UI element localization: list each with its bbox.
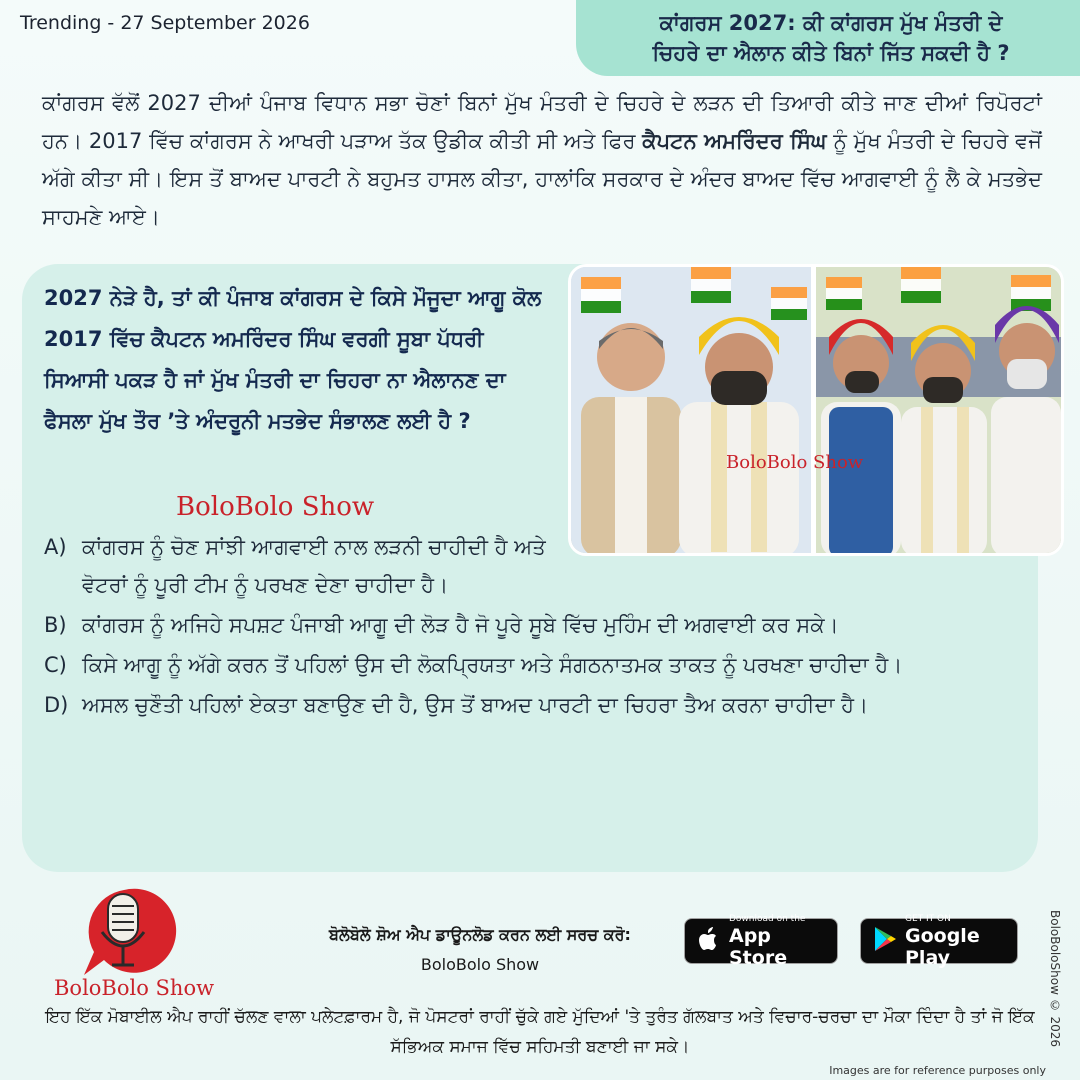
- option-text: ਕਾਂਗਰਸ ਨੂੰ ਅਜਿਹੇ ਸਪਸ਼ਟ ਪੰਜਾਬੀ ਆਗੂ ਦੀ ਲੋੜ ਹੈ ਜੋ ਪੂਰੇ ਸੂਬੇ ਵਿੱਚ ਮੁਹਿੰਮ ਦੀ ਅਗਵਾਈ ਕਰ ਸਕੇ।: [82, 613, 839, 637]
- option-letter: B): [44, 613, 67, 637]
- intro-text-1: ਕਾਂਗਰਸ ਵੱਲੋਂ 2027 ਦੀਆਂ ਪੰਜਾਬ ਵਿਧਾਨ ਸਭਾ ਚੋਣਾਂ ਬਿਨਾਂ ਮੁੱਖ ਮੰਤਰੀ ਦੇ ਚਿਹਰੇ ਦੇ ਲੜਨ ਦੀ ਤਿਆਰੀ ਕੀਤੇ ਜਾਣ ਦੀਆਂ ਰਿਪੋਰਟਾਂ ਹਨ। 2017 ਵਿੱਚ ਕਾਂਗਰਸ ਨੇ ਆਖਰੀ ਪੜਾਅ ਤੱਕ ਉਡੀਕ ਕੀਤੀ ਸੀ ਅਤੇ ਫਿਰ: [42, 91, 1042, 153]
- trending-date: Trending - 27 September 2026: [20, 12, 310, 34]
- option-a[interactable]: [44, 528, 984, 604]
- leaders-photo: [568, 264, 1064, 556]
- search-app-name: BoloBolo Show: [420, 955, 540, 974]
- option-text: ਅਸਲ ਚੁਣੌਤੀ ਪਹਿਲਾਂ ਏਕਤਾ ਬਣਾਉਣ ਦੀ ਹੈ, ਉਸ ਤੋਂ ਬਾਅਦ ਪਾਰਟੀ ਦਾ ਚਿਹਰਾ ਤੈਅ ਕਰਨਾ ਚਾਹੀਦਾ ਹੈ।: [82, 693, 869, 717]
- photo-watermark: BoloBolo Show: [726, 452, 864, 473]
- google-play-button[interactable]: [860, 913, 1018, 969]
- option-letter: A): [44, 535, 67, 559]
- option-letter: D): [44, 693, 69, 717]
- image-disclaimer: Images are for reference purposes only: [829, 1064, 1046, 1077]
- panel-watermark: BoloBolo Show: [176, 492, 375, 522]
- option-text: ਕਾਂਗਰਸ ਨੂੰ ਚੋਣ ਸਾਂਝੀ ਆਗਵਾਈ ਨਾਲ ਲੜਨੀ ਚਾਹੀਦੀ ਹੈ ਅਤੇ ਵੋਟਰਾਂ ਨੂੰ ਪੂਰੀ ਟੀਮ ਨੂੰ ਪਰਖਣ ਦੇਣਾ ਚਾਹੀਦਾ ਹੈ।: [82, 535, 546, 597]
- headline-banner: [576, 0, 1080, 76]
- headline-line-1: ਕਾਂਗਰਸ 2027: ਕੀ ਕਾਂਗਰਸ ਮੁੱਖ ਮੰਤਰੀ ਦੇ: [659, 11, 1003, 35]
- appstore-small-text: Download on the: [729, 913, 806, 924]
- apple-icon: [697, 925, 721, 957]
- copyright-notice: BoloBoloShow © 2026: [1048, 910, 1062, 1048]
- google-play-icon: [873, 926, 897, 956]
- question-text: 2027 ਨੇੜੇ ਹੈ, ਤਾਂ ਕੀ ਪੰਜਾਬ ਕਾਂਗਰਸ ਦੇ ਕਿਸੇ ਮੌਜੂਦਾ ਆਗੂ ਕੋਲ 2017 ਵਿੱਚ ਕੈਪਟਨ ਅਮਰਿੰਦਰ ਸਿੰਘ ਵਰਗੀ ਸੂਬਾ ਪੱਧਰੀ ਸਿਆਸੀ ਪਕੜ ਹੈ ਜਾਂ ਮੁੱਖ ਮੰਤਰੀ ਦਾ ਚਿਹਰਾ ਨਾ ਐਲਾਨਣ ਦਾ ਫੈਸਲਾ ਮੁੱਖ ਤੌਰ ’ਤੇ ਅੰਦਰੂਨੀ ਮਤਭੇਦ ਸੰਭਾਲਣ ਲਈ ਹੈ ?: [44, 286, 542, 433]
- googleplay-large-text: Google Play: [905, 924, 980, 969]
- appstore-large-text: App Store: [729, 924, 788, 969]
- option-text: ਕਿਸੇ ਆਗੂ ਨੂੰ ਅੱਗੇ ਕਰਨ ਤੋਂ ਪਹਿਲਾਂ ਉਸ ਦੀ ਲੋਕਪ੍ਰਿਯਤਾ ਅਤੇ ਸੰਗਠਨਾਤਮਕ ਤਾਕਤ ਨੂੰ ਪਰਖਣਾ ਚਾਹੀਦਾ ਹੈ।: [82, 653, 903, 677]
- option-letter: C): [44, 653, 67, 677]
- option-b[interactable]: [44, 606, 984, 644]
- intro-bold-name: ਕੈਪਟਨ ਅਮਰਿੰਦਰ ਸਿੰਘ: [642, 129, 827, 153]
- search-instruction: ਬੋਲੋਬੋਲੋ ਸ਼ੋਅ ਐਪ ਡਾਊਨਲੋਡ ਕਰਨ ਲਈ ਸਰਚ ਕਰੋ:: [329, 925, 631, 944]
- platform-description: ਇਹ ਇੱਕ ਮੋਬਾਈਲ ਐਪ ਰਾਹੀਂ ਚੱਲਣ ਵਾਲਾ ਪਲੇਟਫ਼ਾਰਮ ਹੈ, ਜੋ ਪੋਸਟਰਾਂ ਰਾਹੀਂ ਚੁੱਕੇ ਗਏ ਮੁੱਦਿਆਂ 'ਤੇ ਤੁਰੰਤ ਗੱਲਬਾਤ ਅਤੇ ਵਿਚਾਰ-ਚਰਚਾ ਦਾ ਮੌਕਾ ਦਿੰਦਾ ਹੈ ਤਾਂ ਜੋ ਇੱਕ ਸੱਭਿਅਕ ਸਮਾਜ ਵਿੱਚ ਸਹਿਮਤੀ ਬਣਾਈ ਜਾ ਸਕੇ।: [45, 1007, 1035, 1057]
- option-d[interactable]: [44, 686, 984, 724]
- answer-options: [44, 528, 984, 726]
- headline-line-2: ਚਿਹਰੇ ਦਾ ਐਲਾਨ ਕੀਤੇ ਬਿਨਾਂ ਜਿੱਤ ਸਕਦੀ ਹੈ ?: [652, 41, 1010, 65]
- option-c[interactable]: [44, 646, 984, 684]
- app-store-button[interactable]: [684, 913, 838, 969]
- app-search-prompt: [290, 920, 670, 980]
- intro-text-2: ਨੂੰ ਮੁੱਖ ਮੰਤਰੀ ਦੇ ਚਿਹਰੇ ਵਜੋਂ ਅੱਗੇ ਕੀਤਾ ਸੀ। ਇਸ ਤੋਂ ਬਾਅਦ ਪਾਰਟੀ ਨੇ ਬਹੁਮਤ ਹਾਸਲ ਕੀਤਾ, ਹਾਲਾਂਕਿ ਸਰਕਾਰ ਦੇ ਅੰਦਰ ਬਾਅਦ ਵਿੱਚ ਆਗਵਾਈ ਨੂੰ ਲੈ ਕੇ ਮਤਭੇਦ ਸਾਹਮਣੇ ਆਏ।: [42, 129, 1043, 229]
- brand-logo-label: BoloBolo Show: [54, 976, 215, 1000]
- intro-paragraph: [42, 84, 1042, 236]
- googleplay-small-text: GET IT ON: [905, 913, 951, 924]
